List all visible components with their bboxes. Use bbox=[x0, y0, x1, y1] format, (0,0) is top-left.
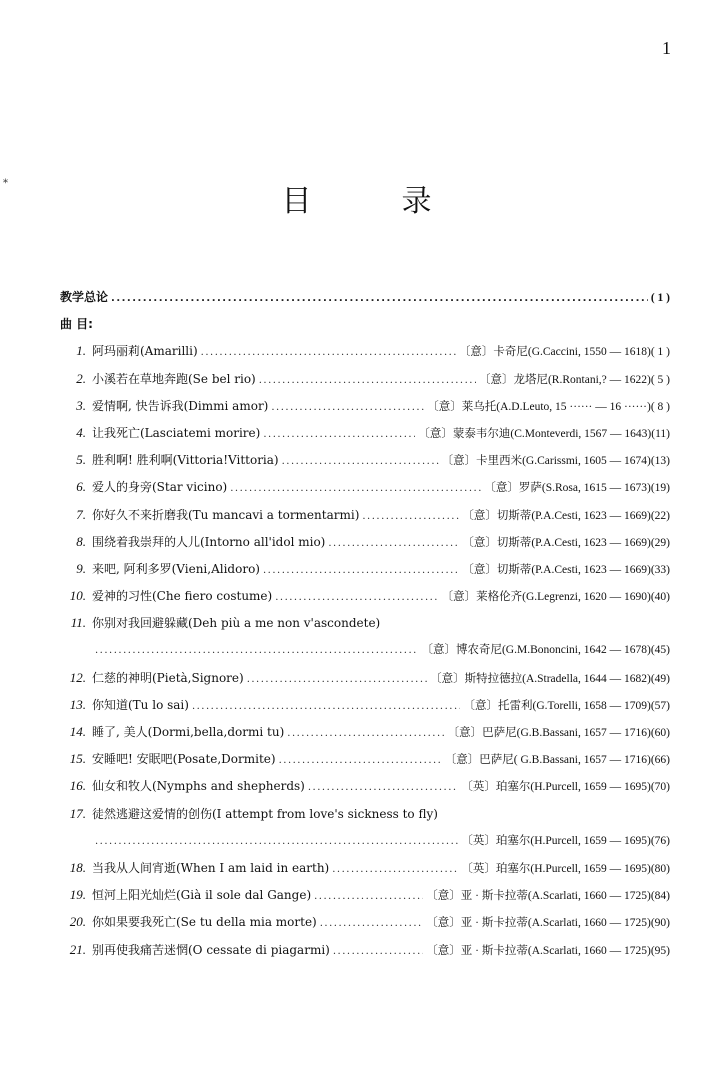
toc-entry-title: 仁慈的神明(Pietà,Signore) bbox=[92, 670, 244, 685]
toc-entry-continuation-row[interactable] bbox=[60, 641, 670, 668]
toc-entry-number: 15. bbox=[69, 751, 86, 767]
toc-entry-number: 17. bbox=[69, 805, 86, 821]
toc-entry-page: (57) bbox=[650, 699, 670, 712]
toc-entry-row[interactable] bbox=[60, 342, 670, 369]
toc-entry-title: 仙女和牧人(Nymphs and shepherds) bbox=[92, 779, 305, 794]
toc-entry-title: 爱情啊, 快告诉我(Dimmi amor) bbox=[92, 398, 269, 413]
leader-dots bbox=[279, 755, 442, 766]
toc-entry-title: 别再使我痛苦迷惘(O cessate di piagarmi) bbox=[92, 942, 330, 957]
leader-dots bbox=[332, 864, 458, 875]
toc-entry-page: (11) bbox=[651, 427, 670, 440]
toc-entry-page: (70) bbox=[650, 781, 670, 794]
toc-entry-composer: 〔意〕莱格伦齐(G.Legrenzi, 1620 — 1690) bbox=[441, 591, 651, 604]
toc-intro-label: 教学总论 bbox=[60, 290, 109, 304]
leader-dots bbox=[192, 701, 461, 712]
toc-entry-number: 11. bbox=[70, 615, 86, 631]
toc-entry-title: 让我死亡(Lasciatemi morire) bbox=[92, 425, 261, 440]
toc-entry-composer: 〔意〕亚 · 斯卡拉蒂(A.Scarlati, 1660 — 1725) bbox=[426, 944, 651, 957]
toc-entry-row[interactable] bbox=[60, 913, 670, 940]
toc-entry-composer: 〔意〕龙塔尼(R.Rontani,? — 1622) bbox=[478, 373, 651, 386]
toc-entry-row[interactable] bbox=[60, 478, 670, 505]
leader-dots bbox=[95, 836, 458, 847]
toc-entry-title: 爱人的身旁(Star vicino) bbox=[92, 480, 228, 495]
leader-dots bbox=[263, 565, 459, 576]
toc-entry-title: 恒河上阳光灿烂(Già il sole dal Gange) bbox=[92, 888, 312, 903]
toc-entry-composer: 〔意〕巴萨尼( G.B.Bassani, 1657 — 1716) bbox=[444, 754, 651, 767]
toc-entry-composer: 〔意〕托雷利(G.Torelli, 1658 — 1709) bbox=[463, 699, 651, 712]
toc-entry-row[interactable] bbox=[60, 614, 670, 641]
toc-entry-composer: 〔意〕斯特拉德拉(A.Stradella, 1644 — 1682) bbox=[430, 672, 651, 685]
leader-dots bbox=[111, 293, 648, 304]
toc-entry-page: (95) bbox=[650, 944, 670, 957]
toc-entries bbox=[60, 342, 670, 967]
toc-entry-number: 21. bbox=[69, 941, 86, 957]
leader-dots bbox=[259, 375, 476, 386]
leader-dots bbox=[275, 592, 438, 603]
toc-entry-row[interactable] bbox=[60, 696, 670, 723]
toc-entry-title: 睡了, 美人(Dormi,bella,dormi tu) bbox=[92, 725, 285, 739]
toc-entry-page: (33) bbox=[650, 563, 670, 576]
toc-entry-composer: 〔意〕切斯蒂(P.A.Cesti, 1623 — 1669) bbox=[462, 536, 651, 549]
toc-entry-composer: 〔意〕亚 · 斯卡拉蒂(A.Scarlati, 1660 — 1725) bbox=[426, 890, 651, 903]
toc-entry-title: 安睡吧! 安眠吧(Posate,Dormite) bbox=[92, 752, 276, 767]
toc-entry-row[interactable] bbox=[60, 506, 670, 533]
toc-entry-number: 5. bbox=[76, 452, 86, 468]
toc-entry-page: (13) bbox=[650, 455, 670, 468]
leader-dots bbox=[282, 456, 439, 467]
toc-entry-title: 围绕着我崇拜的人儿(Intorno all'idol mio) bbox=[92, 534, 326, 549]
toc-entry-title: 胜利啊! 胜利啊(Vittoria!Vittoria) bbox=[92, 453, 279, 468]
toc-entry-row[interactable] bbox=[60, 424, 670, 451]
toc-entry-composer: 〔意〕切斯蒂(P.A.Cesti, 1623 — 1669) bbox=[462, 509, 651, 522]
toc-entry-composer: 〔意〕巴萨尼(G.B.Bassani, 1657 — 1716) bbox=[447, 727, 651, 739]
leader-dots bbox=[362, 511, 459, 522]
toc-entry-number: 7. bbox=[76, 506, 86, 522]
toc-entry-title: 来吧, 阿利多罗(Vieni,Alidoro) bbox=[92, 561, 260, 576]
toc-entry-composer: 〔英〕珀塞尔(H.Purcell, 1659 — 1695) bbox=[461, 834, 651, 847]
toc-entry-row[interactable] bbox=[60, 886, 670, 913]
toc-entry-row[interactable] bbox=[60, 533, 670, 560]
toc-entry-title: 你别对我回避躲藏(Deh più a me non v'ascondete) bbox=[92, 616, 381, 631]
toc-entry-page: (22) bbox=[650, 509, 670, 522]
toc-entry-title: 你知道(Tu lo sai) bbox=[92, 697, 189, 712]
toc-entry-number: 2. bbox=[76, 370, 86, 386]
toc-entry-row[interactable] bbox=[60, 750, 670, 777]
toc-entry-number: 14. bbox=[69, 724, 86, 739]
leader-dots bbox=[333, 946, 423, 957]
toc-entry-composer: 〔意〕莱乌托(A.D.Leuto, 15 ······ — 16 ······) bbox=[427, 400, 651, 413]
toc-intro-row[interactable] bbox=[60, 288, 670, 315]
toc-entry-number: 8. bbox=[76, 533, 86, 549]
toc-entry-row[interactable] bbox=[60, 669, 670, 696]
toc-entry-composer: 〔英〕珀塞尔(H.Purcell, 1659 — 1695) bbox=[461, 862, 651, 875]
toc-entry-title: 爱神的习性(Che fiero costume) bbox=[92, 589, 273, 604]
toc-entry-row[interactable] bbox=[60, 777, 670, 804]
toc-entry-composer: 〔意〕蒙泰韦尔迪(C.Monteverdi, 1567 — 1643) bbox=[418, 427, 652, 440]
page-title bbox=[0, 176, 713, 220]
toc-entry-number: 18. bbox=[69, 859, 86, 875]
toc-entry-number: 3. bbox=[76, 397, 86, 413]
toc-entry-row[interactable] bbox=[60, 587, 670, 614]
leader-dots bbox=[320, 918, 424, 929]
toc-entry-number: 6. bbox=[76, 479, 86, 495]
toc-entry-page: (45) bbox=[650, 644, 670, 657]
toc-entry-row[interactable] bbox=[60, 370, 670, 397]
toc-entry-number: 13. bbox=[69, 696, 86, 712]
toc-entry-row[interactable] bbox=[60, 397, 670, 424]
leader-dots bbox=[247, 674, 427, 685]
toc-entry-page: (40) bbox=[650, 591, 670, 604]
title-char-2: 录 bbox=[401, 184, 432, 219]
toc-entry-page: ( 1 ) bbox=[650, 346, 670, 359]
toc-entry-row[interactable] bbox=[60, 941, 670, 968]
toc-entry-page: (29) bbox=[650, 536, 670, 549]
title-char-1: 目 bbox=[281, 184, 312, 219]
toc-section-label: 曲 目: bbox=[60, 317, 93, 332]
leader-dots bbox=[201, 347, 456, 358]
toc-entry-page: (76) bbox=[650, 834, 670, 847]
leader-dots bbox=[328, 538, 459, 549]
toc-entry-title: 你如果要我死亡(Se tu della mia morte) bbox=[92, 915, 317, 930]
toc-entry-page: (60) bbox=[650, 727, 670, 739]
toc-entry-row[interactable] bbox=[60, 805, 670, 832]
leader-dots bbox=[263, 429, 415, 440]
toc-entry-number: 16. bbox=[69, 778, 86, 794]
toc-entry-composer: 〔意〕罗萨(S.Rosa, 1615 — 1673) bbox=[484, 482, 651, 495]
toc-entry-title: 当我从人间宵逝(When I am laid in earth) bbox=[92, 860, 330, 875]
toc-entry-page: (84) bbox=[650, 890, 670, 903]
toc-entry-composer: 〔意〕卡奇尼(G.Caccini, 1550 — 1618) bbox=[458, 346, 651, 359]
leader-dots bbox=[271, 402, 424, 413]
toc-entry-page: (66) bbox=[650, 754, 670, 767]
toc-entry-number: 12. bbox=[69, 669, 86, 685]
toc-entry-composer: 〔意〕卡里西米(G.Carissmi, 1605 — 1674) bbox=[441, 455, 651, 468]
margin-mark: * bbox=[3, 178, 8, 189]
toc-entry-composer: 〔意〕亚 · 斯卡拉蒂(A.Scarlati, 1660 — 1725) bbox=[426, 917, 651, 930]
toc-entry-row[interactable] bbox=[60, 859, 670, 886]
toc-entry-title: 阿玛丽莉(Amarilli) bbox=[92, 344, 198, 359]
toc-intro-page: ( 1 ) bbox=[650, 292, 670, 304]
toc-entry-title: 徒然逃避这爱情的创伤(I attempt from love's sickness to fly) bbox=[92, 806, 438, 821]
table-of-contents bbox=[60, 288, 670, 968]
toc-entry-page: (80) bbox=[650, 862, 670, 875]
toc-section-label-row bbox=[60, 315, 670, 342]
toc-entry-continuation-row[interactable] bbox=[60, 832, 670, 859]
toc-entry-number: 10. bbox=[69, 588, 86, 604]
page-number: 1 bbox=[662, 38, 671, 58]
toc-entry-page: (19) bbox=[650, 482, 670, 495]
toc-entry-number: 19. bbox=[69, 887, 86, 903]
toc-entry-row[interactable] bbox=[60, 723, 670, 750]
toc-entry-title: 你好久不来折磨我(Tu mancavi a tormentarmi) bbox=[92, 507, 360, 522]
toc-entry-number: 4. bbox=[76, 424, 86, 440]
toc-entry-page: ( 8 ) bbox=[650, 400, 670, 413]
toc-entry-composer: 〔意〕博农奇尼(G.M.Bononcini, 1642 — 1678) bbox=[421, 644, 651, 657]
leader-dots bbox=[287, 728, 444, 739]
toc-entry-number: 9. bbox=[76, 560, 86, 576]
leader-dots bbox=[314, 891, 423, 902]
toc-entry-title: 小溪若在草地奔跑(Se bel rio) bbox=[92, 371, 256, 386]
leader-dots bbox=[230, 483, 481, 494]
leader-dots bbox=[308, 782, 459, 793]
toc-entry-page: (90) bbox=[650, 917, 670, 930]
toc-entry-row[interactable] bbox=[60, 451, 670, 478]
toc-entry-page: ( 5 ) bbox=[650, 373, 670, 386]
toc-entry-page: (49) bbox=[650, 672, 670, 685]
toc-entry-composer: 〔英〕珀塞尔(H.Purcell, 1659 — 1695) bbox=[461, 781, 651, 794]
leader-dots bbox=[95, 645, 418, 656]
toc-entry-number: 1. bbox=[76, 343, 86, 359]
toc-entry-row[interactable] bbox=[60, 560, 670, 587]
toc-entry-composer: 〔意〕切斯蒂(P.A.Cesti, 1623 — 1669) bbox=[462, 563, 651, 576]
toc-entry-number: 20. bbox=[69, 914, 86, 930]
